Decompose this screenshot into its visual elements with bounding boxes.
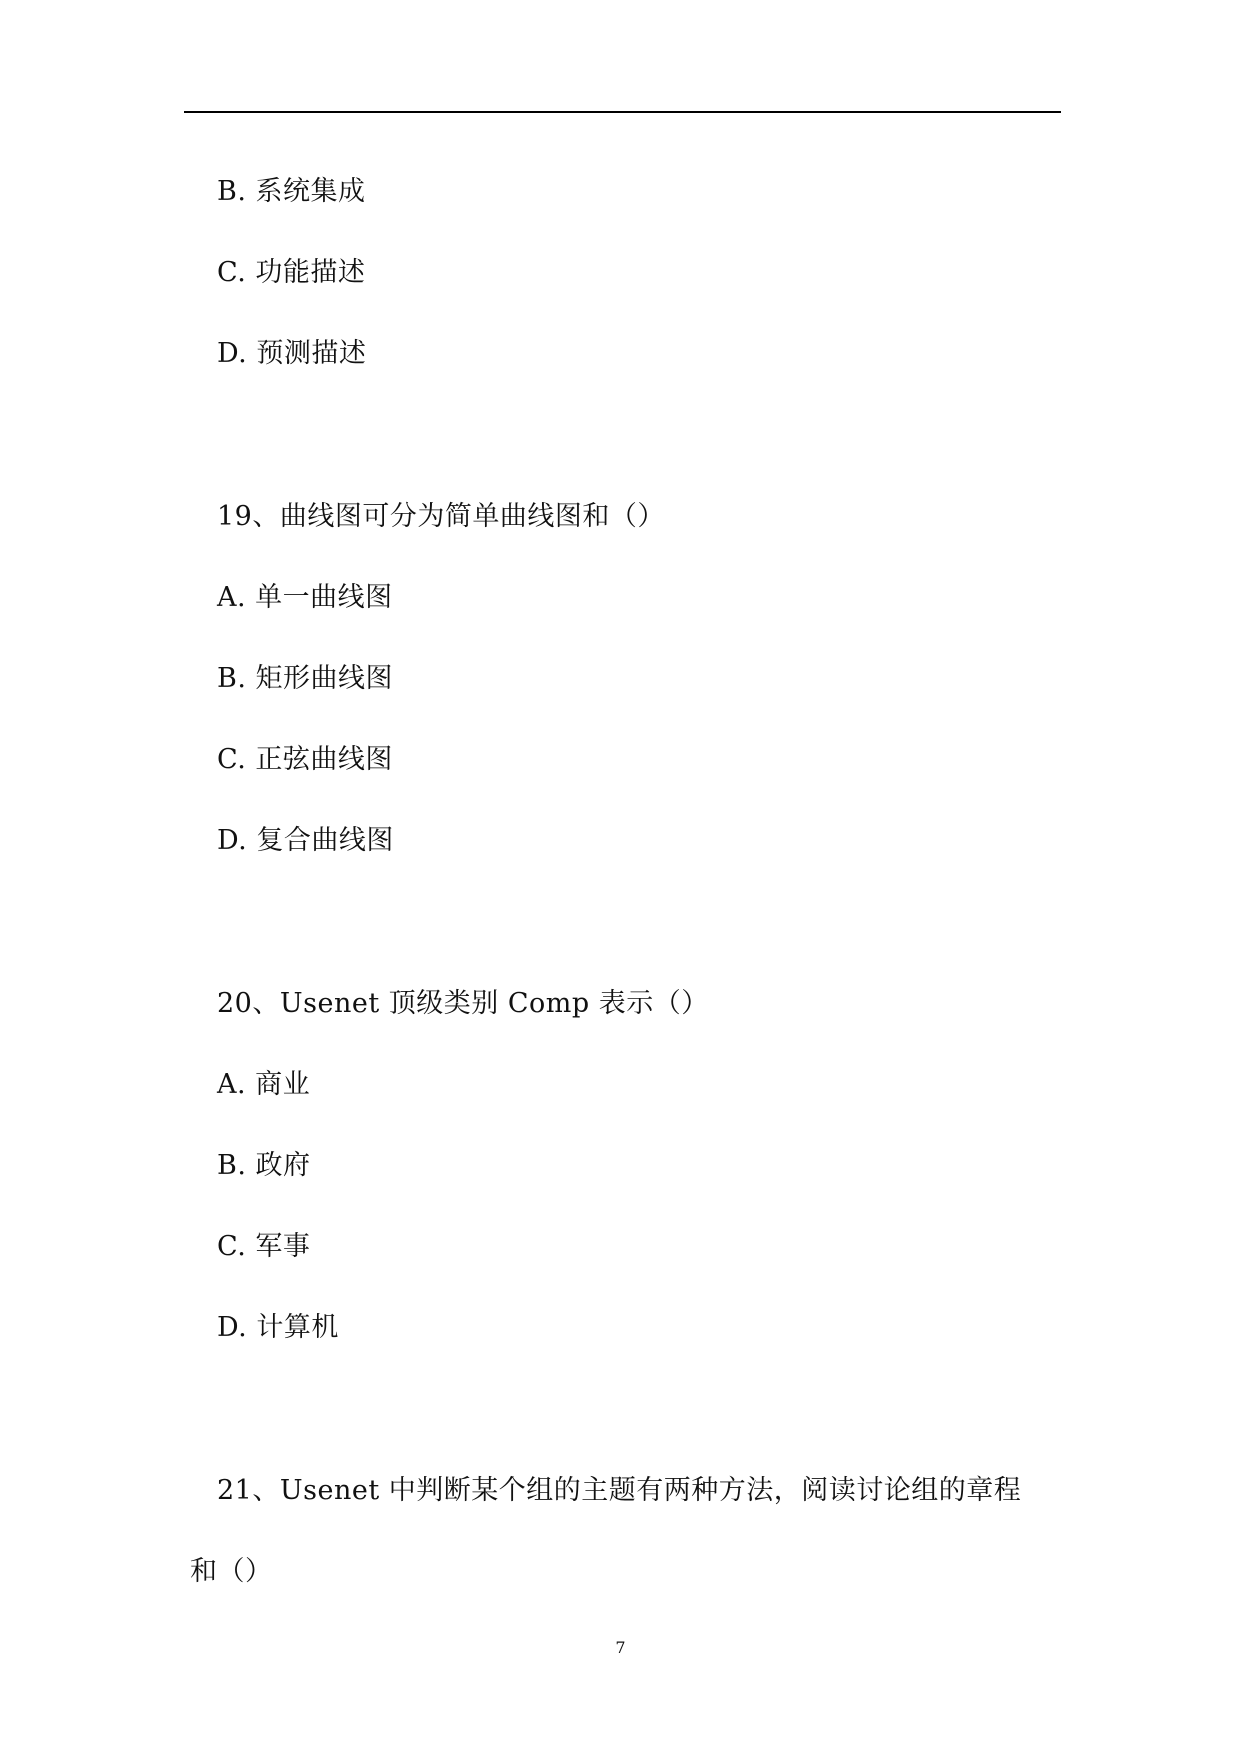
option-20-b: B. 政府 [217, 1150, 311, 1181]
option-18-c: C. 功能描述 [217, 257, 366, 288]
option-20-a: A. 商业 [217, 1069, 311, 1100]
option-19-a: A. 单一曲线图 [217, 582, 393, 613]
option-18-d: D. 预测描述 [217, 338, 367, 369]
question-19-stem: 19、曲线图可分为简单曲线图和（） [217, 501, 665, 532]
header-rule [184, 111, 1061, 113]
question-21-stem-line1: 21、Usenet 中判断某个组的主题有两种方法，阅读讨论组的章程 [217, 1475, 1022, 1506]
option-19-c: C. 正弦曲线图 [217, 744, 393, 775]
option-19-d: D. 复合曲线图 [217, 825, 394, 856]
question-21-stem-line2: 和（） [190, 1556, 273, 1587]
page-number: 7 [615, 1638, 626, 1657]
option-19-b: B. 矩形曲线图 [217, 663, 394, 694]
question-20-stem: 20、Usenet 顶级类别 Comp 表示（） [217, 988, 709, 1019]
option-20-d: D. 计算机 [217, 1312, 339, 1343]
option-18-b: B. 系统集成 [217, 176, 366, 207]
option-20-c: C. 军事 [217, 1231, 311, 1262]
